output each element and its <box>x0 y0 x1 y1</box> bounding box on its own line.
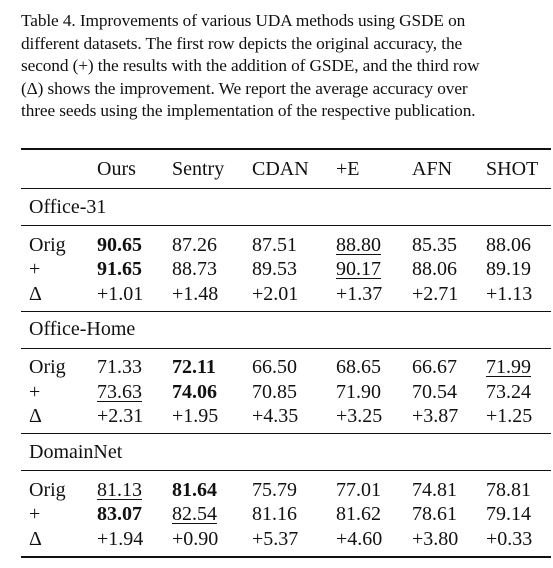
cell-value: +3.25 <box>336 405 383 428</box>
cell-value: 91.65 <box>97 258 142 281</box>
table-header-row <box>21 149 551 189</box>
table-cell <box>404 282 478 311</box>
cell-value: 68.65 <box>336 356 381 379</box>
cell-value: +1.25 <box>486 405 533 428</box>
table-body <box>21 189 551 557</box>
table-cell <box>404 258 478 283</box>
cell-value: 66.50 <box>252 356 297 379</box>
cell-value: 88.06 <box>412 258 457 281</box>
table-cell <box>404 348 478 380</box>
cell-value: +0.90 <box>172 527 219 550</box>
table-cell <box>244 405 328 434</box>
cell-value: +4.60 <box>336 527 383 550</box>
caption-line: second (+) the results with the addition of GSDE, and the third row <box>21 56 480 75</box>
table-cell <box>404 405 478 434</box>
results-table <box>21 148 551 558</box>
table-cell <box>244 258 328 283</box>
table-row <box>21 380 551 405</box>
cell-value: 88.80 <box>336 233 381 256</box>
table-cell <box>89 405 164 434</box>
table-cell <box>89 258 164 283</box>
table-row <box>21 348 551 380</box>
table-caption <box>21 10 541 123</box>
table-cell <box>328 471 404 503</box>
cell-value: 82.54 <box>172 503 217 526</box>
cell-value: 90.17 <box>336 258 381 281</box>
cell-value: 74.06 <box>172 380 217 403</box>
table-cell <box>478 503 551 528</box>
column-header: Sentry <box>164 149 244 189</box>
caption-line: three seeds using the implementation of the respective publication. <box>21 101 476 120</box>
table-cell <box>478 405 551 434</box>
table-cell <box>478 380 551 405</box>
table-cell <box>89 527 164 557</box>
table-cell <box>244 471 328 503</box>
table-cell <box>164 471 244 503</box>
table-cell <box>89 503 164 528</box>
cell-value: 88.06 <box>486 233 531 256</box>
cell-value: 89.19 <box>486 258 531 281</box>
table-cell <box>328 258 404 283</box>
cell-value: 81.64 <box>172 478 217 501</box>
table-row <box>21 226 551 258</box>
table-cell <box>404 226 478 258</box>
cell-value: 88.73 <box>172 258 217 281</box>
cell-value: 85.35 <box>412 233 457 256</box>
cell-value: 87.51 <box>252 233 297 256</box>
results-table-container <box>21 148 551 558</box>
section-header-row <box>21 434 551 471</box>
table-cell <box>328 503 404 528</box>
table-cell <box>328 405 404 434</box>
table-cell <box>328 527 404 557</box>
section-header-row <box>21 311 551 348</box>
table-cell <box>404 503 478 528</box>
cell-value: +4.35 <box>252 405 299 428</box>
table-cell <box>328 348 404 380</box>
cell-value: +5.37 <box>252 527 299 550</box>
cell-value: 74.81 <box>412 478 457 501</box>
cell-value: 89.53 <box>252 258 297 281</box>
table-cell <box>164 348 244 380</box>
table-cell <box>478 527 551 557</box>
table-cell <box>164 258 244 283</box>
cell-value: +2.01 <box>252 282 299 305</box>
table-cell <box>404 527 478 557</box>
table-cell <box>244 282 328 311</box>
cell-value: 71.90 <box>336 380 381 403</box>
cell-value: +3.87 <box>412 405 459 428</box>
cell-value: 78.81 <box>486 478 531 501</box>
table-cell <box>244 503 328 528</box>
table-cell <box>478 348 551 380</box>
table-cell <box>89 471 164 503</box>
table-cell <box>244 348 328 380</box>
table-cell <box>164 226 244 258</box>
table-cell <box>89 380 164 405</box>
section-title: Office-Home <box>21 311 551 348</box>
row-label: Δ <box>21 282 89 311</box>
cell-value: +1.94 <box>97 527 144 550</box>
cell-value: 73.63 <box>97 380 142 403</box>
cell-value: +1.13 <box>486 282 533 305</box>
table-row <box>21 527 551 557</box>
column-header <box>21 149 89 189</box>
cell-value: +0.33 <box>486 527 533 550</box>
table-row <box>21 405 551 434</box>
row-label: + <box>29 258 41 281</box>
table-cell <box>328 226 404 258</box>
section-header-row <box>21 189 551 226</box>
cell-value: +3.80 <box>412 527 459 550</box>
cell-value: +2.31 <box>97 405 144 428</box>
column-header: +E <box>328 149 404 189</box>
cell-value: 79.14 <box>486 503 531 526</box>
table-cell <box>164 380 244 405</box>
caption-line: different datasets. The first row depicts the original accuracy, the <box>21 33 463 53</box>
table-cell <box>404 380 478 405</box>
cell-value: 73.24 <box>486 380 531 403</box>
table-cell <box>89 282 164 311</box>
row-label: Δ <box>21 405 89 434</box>
table-row <box>21 503 551 528</box>
cell-value: +1.01 <box>97 282 144 305</box>
table-cell <box>244 226 328 258</box>
row-label: + <box>29 380 41 403</box>
cell-value: +1.37 <box>336 282 383 305</box>
caption-line: Table 4. Improvements of various UDA methods using GSDE on <box>21 11 466 30</box>
cell-value: 71.33 <box>97 356 142 379</box>
row-label: + <box>29 503 41 526</box>
cell-value: 81.13 <box>97 478 142 501</box>
table-cell <box>478 258 551 283</box>
cell-value: 66.67 <box>412 356 457 379</box>
column-header: Ours <box>89 149 164 189</box>
cell-value: 75.79 <box>252 478 297 501</box>
row-label: Δ <box>21 527 89 557</box>
table-cell <box>478 282 551 311</box>
section-title: DomainNet <box>21 434 551 471</box>
table-cell <box>478 471 551 503</box>
table-row <box>21 258 551 283</box>
table-cell <box>164 503 244 528</box>
cell-value: +2.71 <box>412 282 459 305</box>
cell-value: 77.01 <box>336 478 381 501</box>
table-cell <box>244 527 328 557</box>
table-row <box>21 471 551 503</box>
caption-line: (Δ) shows the improvement. We report the average accuracy over <box>21 78 468 98</box>
cell-value: 72.11 <box>172 356 216 379</box>
table-cell <box>164 405 244 434</box>
section-title: Office-31 <box>21 189 551 226</box>
table-cell <box>89 226 164 258</box>
table-cell <box>89 348 164 380</box>
row-label: Orig <box>29 233 66 256</box>
cell-value: 90.65 <box>97 233 142 256</box>
cell-value: 78.61 <box>412 503 457 526</box>
row-label: Orig <box>29 356 66 379</box>
column-header: CDAN <box>244 149 328 189</box>
table-cell <box>328 282 404 311</box>
cell-value: +1.48 <box>172 282 219 305</box>
cell-value: 87.26 <box>172 233 217 256</box>
cell-value: 71.99 <box>486 356 531 379</box>
table-row <box>21 282 551 311</box>
table-cell <box>244 380 328 405</box>
table-cell <box>328 380 404 405</box>
table-cell <box>164 527 244 557</box>
column-header: SHOT <box>478 149 551 189</box>
cell-value: 83.07 <box>97 503 142 526</box>
cell-value: 81.62 <box>336 503 381 526</box>
cell-value: 70.85 <box>252 380 297 403</box>
table-cell <box>164 282 244 311</box>
cell-value: 81.16 <box>252 503 297 526</box>
cell-value: 70.54 <box>412 380 457 403</box>
row-label: Orig <box>29 478 66 501</box>
cell-value: +1.95 <box>172 405 219 428</box>
table-cell <box>404 471 478 503</box>
column-header: AFN <box>404 149 478 189</box>
table-cell <box>478 226 551 258</box>
